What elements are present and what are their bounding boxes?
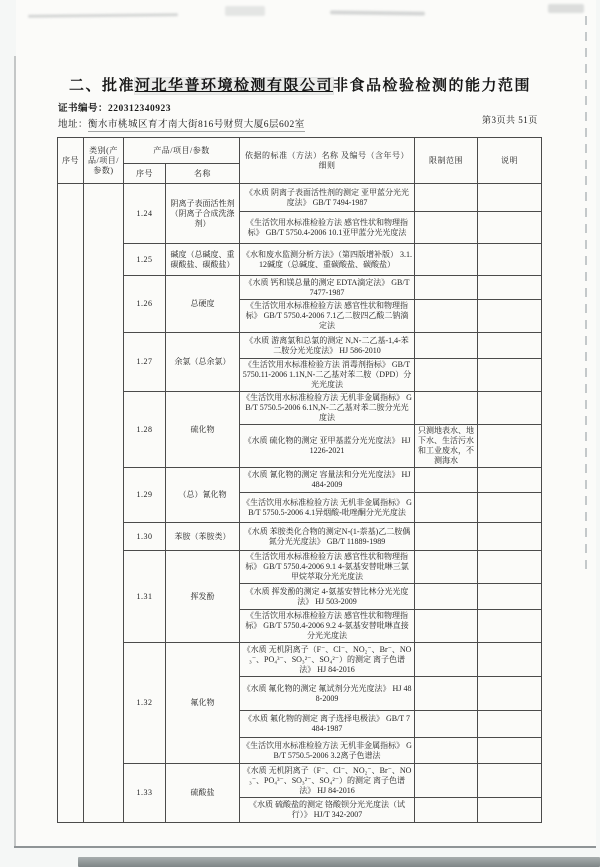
limit-cell	[415, 551, 478, 584]
standard-cell: 《水质 苯胺类化合物的测定N-(1-萘基)乙二胺偶氮分光光度法》 GB/T 11889-1989	[240, 523, 415, 551]
page-edge-left	[14, 56, 16, 848]
row-name: 碱度（总碱度、重碳酸盐、碳酸盐）	[166, 244, 240, 276]
row-number: 1.30	[124, 523, 166, 551]
standard-cell: 《水质 氰化物的测定 容量法和分光光度法》 HJ 484-2009	[240, 468, 415, 493]
address-line	[58, 116, 305, 130]
page-edge-right	[585, 16, 587, 576]
limit-cell	[415, 643, 478, 677]
standard-cell: 《水质 游离氯和总氯的测定 N,N-二乙基-1,4-苯二胺分光光度法》 HJ 586-2010	[240, 333, 415, 359]
note-cell	[478, 333, 542, 359]
address-value: 衡水市桃城区育才南大街816号财贸大厦6层602室	[88, 120, 305, 130]
standard-cell: 《水质 阴离子表面活性剂的测定 亚甲蓝分光光度法》 GB/T 7494-1987	[240, 184, 415, 212]
row-name: 氟化物	[166, 643, 240, 764]
note-cell	[478, 711, 542, 738]
header-category: 类别(产品/项目/参数)	[84, 138, 124, 184]
note-cell	[478, 212, 542, 244]
row-name: 总硬度	[166, 276, 240, 333]
row-name: 余氯（总余氯）	[166, 333, 240, 392]
limit-cell	[415, 184, 478, 212]
limit-cell	[415, 711, 478, 738]
standard-cell: 《水质 硫酸盐的测定 铬酸钡分光光度法（试行）》 HJ/T 342-2007	[240, 798, 415, 823]
standard-cell: 《水质 硫化物的测定 亚甲基蓝分光光度法》 HJ 1226-2021	[240, 425, 415, 468]
note-cell	[478, 300, 542, 333]
row-number: 1.29	[124, 468, 166, 523]
limit-cell	[415, 392, 478, 425]
seq-column-cell	[58, 184, 84, 823]
category-column-cell	[84, 184, 124, 823]
note-cell	[478, 359, 542, 392]
standard-cell: 《水质 无机阴离子（F⁻、Cl⁻、NO₂⁻、Br⁻、NO₃⁻、PO₄³⁻、SO₃²⁻、SO₄²⁻）的测定 离子色谱法》 HJ 84-2016	[240, 764, 415, 798]
standard-cell: 《生活饮用水标准检验方法 无机非金属指标》 GB/T 5750.5-2006 3.2离子色谱法	[240, 738, 415, 764]
page-number: 第3页共 51页	[482, 115, 538, 125]
note-cell	[478, 798, 542, 823]
limit-cell	[415, 300, 478, 333]
note-cell	[478, 425, 542, 468]
scan-artifact	[548, 4, 584, 13]
standard-cell: 《水质 氟化物的测定 氟试剂分光光度法》 HJ 488-2009	[240, 677, 415, 711]
header-sub-name: 名称	[166, 164, 240, 184]
title-company-name: 河北华普环境检测有限公司	[134, 78, 333, 94]
note-cell	[478, 764, 542, 798]
standard-cell: 《生活饮用水标准检验方法 感官性状和物理指标》 GB/T 5750.4-2006 9.2 4-氨基安替吡啉直接分光光度法	[240, 610, 415, 643]
limit-cell	[415, 212, 478, 244]
limit-cell	[415, 333, 478, 359]
certificate-number-line	[58, 100, 171, 114]
row-name: 苯胺（苯胺类）	[166, 523, 240, 551]
standard-cell: 《水和废水监测分析方法》（第四版增补版） 3.1.12碱度（总碱度、重碳酸盐、碳酸盐）	[240, 244, 415, 276]
capability-table	[57, 137, 542, 823]
limit-cell	[415, 523, 478, 551]
row-name: 硫酸盐	[166, 764, 240, 823]
header-standard: 依据的标准（方法）名称 及编号（含年号）细则	[240, 138, 415, 184]
row-number: 1.31	[124, 551, 166, 643]
standard-cell: 《水质 无机阴离子（F⁻、Cl⁻、NO₂⁻、Br⁻、NO₃⁻、PO₄³⁻、SO₃²⁻、SO₄²⁻）的测定 离子色谱法》 HJ 84-2016	[240, 643, 415, 677]
title-prefix: 二、批准	[68, 78, 135, 94]
standard-cell: 《生活饮用水标准检验方法 消毒剂指标》 GB/T 5750.11-2006 1.1N,N-二乙基对苯二胺（DPD）分光光度法	[240, 359, 415, 392]
standard-cell: 《生活饮用水标准检验方法 感官性状和物理指标》 GB/T 5750.4-2006 10.1亚甲蓝分光光度法	[240, 212, 415, 244]
scanner-shadow-band	[78, 857, 600, 867]
limit-cell	[415, 493, 478, 523]
certificate-number: 220312340923	[108, 104, 172, 114]
row-number: 1.32	[124, 643, 166, 764]
limit-cell	[415, 798, 478, 823]
row-number: 1.25	[124, 244, 166, 276]
row-name: 阴离子表面活性剂（阴离子合成洗涤剂）	[166, 184, 240, 244]
note-cell	[478, 610, 542, 643]
row-name: 硫化物	[166, 392, 240, 468]
page-edge-bottom	[14, 846, 596, 848]
title-suffix: 非食品检验检测的能力范围	[333, 78, 532, 94]
limit-cell	[415, 764, 478, 798]
limit-cell	[415, 677, 478, 711]
row-number: 1.26	[124, 276, 166, 333]
standard-cell: 《生活饮用水标准检验方法 无机非金属指标》 GB/T 5750.5-2006 4.1异烟酸-吡唑酮分光光度法	[240, 493, 415, 523]
note-cell	[478, 468, 542, 493]
scan-artifact	[225, 6, 265, 16]
address-label: 地址：	[58, 120, 89, 130]
row-name: （总）氰化物	[166, 468, 240, 523]
header-note: 说明	[478, 138, 542, 184]
note-cell	[478, 184, 542, 212]
standard-cell: 《水质 氟化物的测定 离子选择电极法》 GB/T 7484-1987	[240, 711, 415, 738]
note-cell	[478, 392, 542, 425]
note-cell	[478, 493, 542, 523]
row-number: 1.27	[124, 333, 166, 392]
row-name: 挥发酚	[166, 551, 240, 643]
note-cell	[478, 551, 542, 584]
note-cell	[478, 643, 542, 677]
note-cell	[478, 738, 542, 764]
note-cell	[478, 677, 542, 711]
row-number: 1.33	[124, 764, 166, 823]
limit-cell	[415, 610, 478, 643]
limit-cell	[415, 276, 478, 300]
header-product: 产品/项目/参数	[124, 138, 240, 164]
header-seq: 序号	[58, 138, 84, 184]
limit-cell	[415, 244, 478, 276]
standard-cell: 《水质 挥发酚的测定 4-氨基安替比林分光光度法》 HJ 503-2009	[240, 584, 415, 610]
standard-cell: 《生活饮用水标准检验方法 感官性状和物理指标》 GB/T 5750.4-2006 7.1乙二胺四乙酸二钠滴定法	[240, 300, 415, 333]
note-cell	[478, 584, 542, 610]
standard-cell: 《生活饮用水标准检验方法 无机非金属指标》 GB/T 5750.5-2006 6.1N,N-二乙基对苯二胺分光光度法	[240, 392, 415, 425]
row-number: 1.24	[124, 184, 166, 244]
limit-cell	[415, 359, 478, 392]
certificate-label: 证书编号：	[58, 104, 109, 114]
note-cell	[478, 523, 542, 551]
row-number: 1.28	[124, 392, 166, 468]
limit-cell	[415, 584, 478, 610]
header-limit: 限制范围	[415, 138, 478, 184]
limit-cell: 只测地表水、地下水、生活污水和工业废水，不测海水	[415, 425, 478, 468]
note-cell	[478, 276, 542, 300]
page-title	[0, 74, 600, 95]
standard-cell: 《水质 钙和镁总量的测定 EDTA滴定法》 GB/T 7477-1987	[240, 276, 415, 300]
standard-cell: 《生活饮用水标准检验方法 感官性状和物理指标》 GB/T 5750.4-2006 9.1 4-氨基安替吡啉三氯甲烷萃取分光光度法	[240, 551, 415, 584]
limit-cell	[415, 738, 478, 764]
header-sub-seq: 序号	[124, 164, 166, 184]
note-cell	[478, 244, 542, 276]
limit-cell	[415, 468, 478, 493]
